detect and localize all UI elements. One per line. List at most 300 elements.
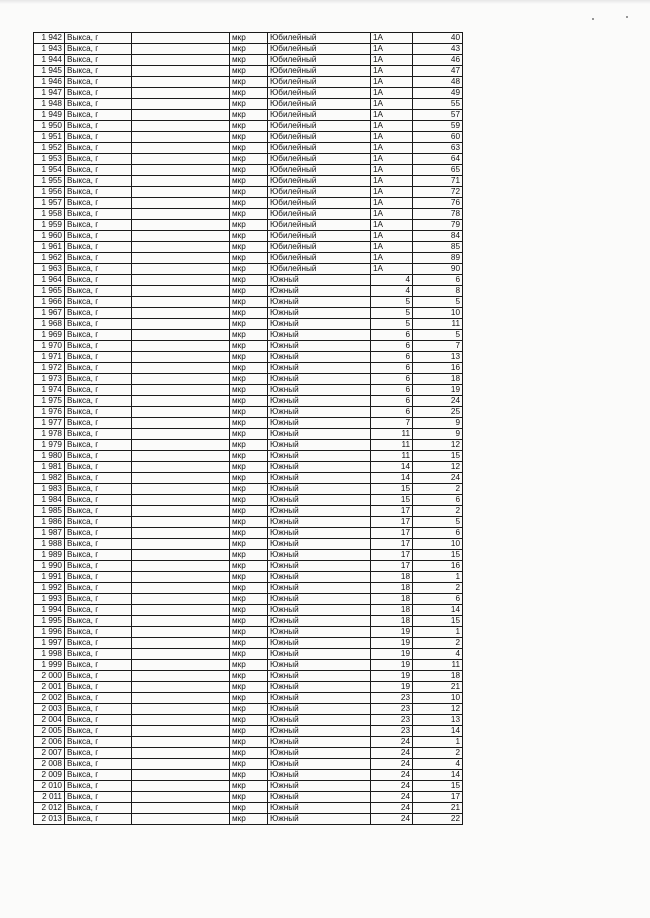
apartment-number-cell: 49 xyxy=(413,88,463,99)
district-name-cell: Южный xyxy=(268,517,371,528)
locality-type-cell: мкр xyxy=(230,649,268,660)
apartment-number-cell: 2 xyxy=(413,638,463,649)
locality-type-cell: мкр xyxy=(230,319,268,330)
locality-type-cell: мкр xyxy=(230,330,268,341)
empty-cell xyxy=(132,165,230,176)
locality-type-cell: мкр xyxy=(230,374,268,385)
row-number-cell: 1 986 xyxy=(34,517,65,528)
empty-cell xyxy=(132,748,230,759)
apartment-number-cell: 16 xyxy=(413,561,463,572)
house-number-cell: 1А xyxy=(371,198,413,209)
house-number-cell: 1А xyxy=(371,231,413,242)
locality-type-cell: мкр xyxy=(230,792,268,803)
apartment-number-cell: 24 xyxy=(413,396,463,407)
apartment-number-cell: 2 xyxy=(413,484,463,495)
district-name-cell: Юбилейный xyxy=(268,154,371,165)
table-row xyxy=(34,396,463,407)
district-name-cell: Юбилейный xyxy=(268,55,371,66)
house-number-cell: 6 xyxy=(371,341,413,352)
house-number-cell: 17 xyxy=(371,550,413,561)
row-number-cell: 1 959 xyxy=(34,220,65,231)
city-cell: Выкса, г xyxy=(65,660,132,671)
house-number-cell: 24 xyxy=(371,781,413,792)
apartment-number-cell: 12 xyxy=(413,704,463,715)
district-name-cell: Юбилейный xyxy=(268,176,371,187)
city-cell: Выкса, г xyxy=(65,638,132,649)
apartment-number-cell: 43 xyxy=(413,44,463,55)
district-name-cell: Южный xyxy=(268,319,371,330)
house-number-cell: 1А xyxy=(371,220,413,231)
row-number-cell: 1 953 xyxy=(34,154,65,165)
row-number-cell: 1 976 xyxy=(34,407,65,418)
district-name-cell: Южный xyxy=(268,341,371,352)
apartment-number-cell: 2 xyxy=(413,506,463,517)
locality-type-cell: мкр xyxy=(230,198,268,209)
locality-type-cell: мкр xyxy=(230,616,268,627)
empty-cell xyxy=(132,792,230,803)
row-number-cell: 1 957 xyxy=(34,198,65,209)
apartment-number-cell: 10 xyxy=(413,693,463,704)
empty-cell xyxy=(132,561,230,572)
apartment-number-cell: 89 xyxy=(413,253,463,264)
district-name-cell: Южный xyxy=(268,495,371,506)
empty-cell xyxy=(132,759,230,770)
district-name-cell: Южный xyxy=(268,616,371,627)
city-cell: Выкса, г xyxy=(65,363,132,374)
house-number-cell: 15 xyxy=(371,484,413,495)
table-row xyxy=(34,121,463,132)
apartment-number-cell: 11 xyxy=(413,660,463,671)
empty-cell xyxy=(132,66,230,77)
apartment-number-cell: 6 xyxy=(413,594,463,605)
table-row xyxy=(34,539,463,550)
city-cell: Выкса, г xyxy=(65,385,132,396)
district-name-cell: Южный xyxy=(268,396,371,407)
empty-cell xyxy=(132,385,230,396)
city-cell: Выкса, г xyxy=(65,264,132,275)
house-number-cell: 18 xyxy=(371,605,413,616)
locality-type-cell: мкр xyxy=(230,297,268,308)
empty-cell xyxy=(132,341,230,352)
house-number-cell: 23 xyxy=(371,693,413,704)
city-cell: Выкса, г xyxy=(65,451,132,462)
district-name-cell: Южный xyxy=(268,539,371,550)
house-number-cell: 1А xyxy=(371,132,413,143)
district-name-cell: Южный xyxy=(268,572,371,583)
district-name-cell: Южный xyxy=(268,473,371,484)
locality-type-cell: мкр xyxy=(230,671,268,682)
house-number-cell: 6 xyxy=(371,385,413,396)
house-number-cell: 1А xyxy=(371,121,413,132)
empty-cell xyxy=(132,704,230,715)
row-number-cell: 2 003 xyxy=(34,704,65,715)
house-number-cell: 24 xyxy=(371,803,413,814)
row-number-cell: 1 973 xyxy=(34,374,65,385)
house-number-cell: 18 xyxy=(371,594,413,605)
table-row xyxy=(34,451,463,462)
empty-cell xyxy=(132,484,230,495)
locality-type-cell: мкр xyxy=(230,220,268,231)
row-number-cell: 1 955 xyxy=(34,176,65,187)
house-number-cell: 19 xyxy=(371,649,413,660)
district-name-cell: Южный xyxy=(268,660,371,671)
district-name-cell: Южный xyxy=(268,605,371,616)
house-number-cell: 1А xyxy=(371,242,413,253)
apartment-number-cell: 76 xyxy=(413,198,463,209)
row-number-cell: 2 004 xyxy=(34,715,65,726)
house-number-cell: 1А xyxy=(371,44,413,55)
district-name-cell: Южный xyxy=(268,275,371,286)
apartment-number-cell: 2 xyxy=(413,748,463,759)
apartment-number-cell: 9 xyxy=(413,429,463,440)
house-number-cell: 1А xyxy=(371,209,413,220)
district-name-cell: Юбилейный xyxy=(268,110,371,121)
empty-cell xyxy=(132,143,230,154)
empty-cell xyxy=(132,264,230,275)
district-name-cell: Юбилейный xyxy=(268,209,371,220)
apartment-number-cell: 84 xyxy=(413,231,463,242)
house-number-cell: 1А xyxy=(371,33,413,44)
empty-cell xyxy=(132,627,230,638)
table-row xyxy=(34,792,463,803)
locality-type-cell: мкр xyxy=(230,242,268,253)
table-row xyxy=(34,803,463,814)
table-row xyxy=(34,242,463,253)
city-cell: Выкса, г xyxy=(65,231,132,242)
apartment-number-cell: 72 xyxy=(413,187,463,198)
locality-type-cell: мкр xyxy=(230,407,268,418)
locality-type-cell: мкр xyxy=(230,88,268,99)
row-number-cell: 1 943 xyxy=(34,44,65,55)
table-row xyxy=(34,33,463,44)
table-row xyxy=(34,363,463,374)
apartment-number-cell: 7 xyxy=(413,341,463,352)
table-row xyxy=(34,187,463,198)
city-cell: Выкса, г xyxy=(65,396,132,407)
city-cell: Выкса, г xyxy=(65,143,132,154)
empty-cell xyxy=(132,594,230,605)
row-number-cell: 1 960 xyxy=(34,231,65,242)
table-row xyxy=(34,66,463,77)
locality-type-cell: мкр xyxy=(230,594,268,605)
district-name-cell: Юбилейный xyxy=(268,88,371,99)
empty-cell xyxy=(132,88,230,99)
locality-type-cell: мкр xyxy=(230,165,268,176)
apartment-number-cell: 57 xyxy=(413,110,463,121)
empty-cell xyxy=(132,396,230,407)
empty-cell xyxy=(132,418,230,429)
city-cell: Выкса, г xyxy=(65,198,132,209)
city-cell: Выкса, г xyxy=(65,66,132,77)
house-number-cell: 18 xyxy=(371,583,413,594)
house-number-cell: 23 xyxy=(371,704,413,715)
scan-speck xyxy=(626,16,628,18)
city-cell: Выкса, г xyxy=(65,418,132,429)
city-cell: Выкса, г xyxy=(65,429,132,440)
row-number-cell: 1 974 xyxy=(34,385,65,396)
locality-type-cell: мкр xyxy=(230,396,268,407)
apartment-number-cell: 71 xyxy=(413,176,463,187)
apartment-number-cell: 15 xyxy=(413,616,463,627)
apartment-number-cell: 59 xyxy=(413,121,463,132)
row-number-cell: 2 013 xyxy=(34,814,65,825)
row-number-cell: 1 956 xyxy=(34,187,65,198)
district-name-cell: Юбилейный xyxy=(268,121,371,132)
table-row xyxy=(34,231,463,242)
apartment-number-cell: 63 xyxy=(413,143,463,154)
locality-type-cell: мкр xyxy=(230,693,268,704)
table-row xyxy=(34,154,463,165)
city-cell: Выкса, г xyxy=(65,275,132,286)
city-cell: Выкса, г xyxy=(65,220,132,231)
empty-cell xyxy=(132,44,230,55)
district-name-cell: Южный xyxy=(268,627,371,638)
table-row xyxy=(34,715,463,726)
district-name-cell: Южный xyxy=(268,330,371,341)
city-cell: Выкса, г xyxy=(65,154,132,165)
district-name-cell: Южный xyxy=(268,297,371,308)
row-number-cell: 1 980 xyxy=(34,451,65,462)
table-row xyxy=(34,506,463,517)
row-number-cell: 2 007 xyxy=(34,748,65,759)
table-row xyxy=(34,319,463,330)
empty-cell xyxy=(132,297,230,308)
apartment-number-cell: 22 xyxy=(413,814,463,825)
city-cell: Выкса, г xyxy=(65,517,132,528)
house-number-cell: 19 xyxy=(371,660,413,671)
table-row xyxy=(34,781,463,792)
apartment-number-cell: 85 xyxy=(413,242,463,253)
district-name-cell: Южный xyxy=(268,374,371,385)
table-row xyxy=(34,473,463,484)
city-cell: Выкса, г xyxy=(65,737,132,748)
table-row xyxy=(34,528,463,539)
district-name-cell: Южный xyxy=(268,649,371,660)
table-row xyxy=(34,737,463,748)
apartment-number-cell: 18 xyxy=(413,374,463,385)
house-number-cell: 11 xyxy=(371,440,413,451)
house-number-cell: 15 xyxy=(371,495,413,506)
apartment-number-cell: 90 xyxy=(413,264,463,275)
house-number-cell: 23 xyxy=(371,715,413,726)
table-row xyxy=(34,44,463,55)
row-number-cell: 1 958 xyxy=(34,209,65,220)
city-cell: Выкса, г xyxy=(65,781,132,792)
table-row xyxy=(34,682,463,693)
table-row xyxy=(34,132,463,143)
district-name-cell: Южный xyxy=(268,814,371,825)
house-number-cell: 6 xyxy=(371,363,413,374)
house-number-cell: 1А xyxy=(371,88,413,99)
district-name-cell: Южный xyxy=(268,770,371,781)
city-cell: Выкса, г xyxy=(65,374,132,385)
city-cell: Выкса, г xyxy=(65,561,132,572)
house-number-cell: 17 xyxy=(371,561,413,572)
district-name-cell: Южный xyxy=(268,682,371,693)
house-number-cell: 5 xyxy=(371,319,413,330)
house-number-cell: 24 xyxy=(371,792,413,803)
city-cell: Выкса, г xyxy=(65,99,132,110)
row-number-cell: 1 951 xyxy=(34,132,65,143)
apartment-number-cell: 47 xyxy=(413,66,463,77)
address-register-table xyxy=(33,32,463,825)
table-row xyxy=(34,748,463,759)
empty-cell xyxy=(132,176,230,187)
row-number-cell: 1 972 xyxy=(34,363,65,374)
locality-type-cell: мкр xyxy=(230,583,268,594)
city-cell: Выкса, г xyxy=(65,803,132,814)
empty-cell xyxy=(132,319,230,330)
house-number-cell: 19 xyxy=(371,682,413,693)
locality-type-cell: мкр xyxy=(230,627,268,638)
locality-type-cell: мкр xyxy=(230,418,268,429)
city-cell: Выкса, г xyxy=(65,682,132,693)
city-cell: Выкса, г xyxy=(65,484,132,495)
table-row xyxy=(34,286,463,297)
house-number-cell: 24 xyxy=(371,814,413,825)
row-number-cell: 1 988 xyxy=(34,539,65,550)
row-number-cell: 1 983 xyxy=(34,484,65,495)
empty-cell xyxy=(132,715,230,726)
empty-cell xyxy=(132,495,230,506)
table-row xyxy=(34,429,463,440)
empty-cell xyxy=(132,242,230,253)
city-cell: Выкса, г xyxy=(65,242,132,253)
table-row xyxy=(34,143,463,154)
locality-type-cell: мкр xyxy=(230,341,268,352)
apartment-number-cell: 1 xyxy=(413,627,463,638)
district-name-cell: Юбилейный xyxy=(268,242,371,253)
table-row xyxy=(34,605,463,616)
empty-cell xyxy=(132,99,230,110)
apartment-number-cell: 46 xyxy=(413,55,463,66)
city-cell: Выкса, г xyxy=(65,814,132,825)
house-number-cell: 24 xyxy=(371,737,413,748)
city-cell: Выкса, г xyxy=(65,88,132,99)
apartment-number-cell: 1 xyxy=(413,572,463,583)
locality-type-cell: мкр xyxy=(230,451,268,462)
house-number-cell: 11 xyxy=(371,451,413,462)
district-name-cell: Южный xyxy=(268,748,371,759)
apartment-number-cell: 1 xyxy=(413,737,463,748)
empty-cell xyxy=(132,429,230,440)
city-cell: Выкса, г xyxy=(65,77,132,88)
house-number-cell: 1А xyxy=(371,154,413,165)
city-cell: Выкса, г xyxy=(65,627,132,638)
locality-type-cell: мкр xyxy=(230,99,268,110)
empty-cell xyxy=(132,209,230,220)
locality-type-cell: мкр xyxy=(230,462,268,473)
city-cell: Выкса, г xyxy=(65,506,132,517)
table-row xyxy=(34,297,463,308)
city-cell: Выкса, г xyxy=(65,770,132,781)
locality-type-cell: мкр xyxy=(230,66,268,77)
empty-cell xyxy=(132,660,230,671)
apartment-number-cell: 10 xyxy=(413,308,463,319)
locality-type-cell: мкр xyxy=(230,737,268,748)
apartment-number-cell: 25 xyxy=(413,407,463,418)
house-number-cell: 6 xyxy=(371,407,413,418)
empty-cell xyxy=(132,539,230,550)
house-number-cell: 4 xyxy=(371,275,413,286)
district-name-cell: Южный xyxy=(268,693,371,704)
district-name-cell: Юбилейный xyxy=(268,264,371,275)
table-row xyxy=(34,649,463,660)
empty-cell xyxy=(132,671,230,682)
locality-type-cell: мкр xyxy=(230,33,268,44)
city-cell: Выкса, г xyxy=(65,352,132,363)
apartment-number-cell: 5 xyxy=(413,297,463,308)
apartment-number-cell: 5 xyxy=(413,517,463,528)
district-name-cell: Южный xyxy=(268,759,371,770)
city-cell: Выкса, г xyxy=(65,671,132,682)
empty-cell xyxy=(132,352,230,363)
city-cell: Выкса, г xyxy=(65,473,132,484)
table-row xyxy=(34,704,463,715)
locality-type-cell: мкр xyxy=(230,352,268,363)
house-number-cell: 4 xyxy=(371,286,413,297)
locality-type-cell: мкр xyxy=(230,517,268,528)
city-cell: Выкса, г xyxy=(65,649,132,660)
apartment-number-cell: 55 xyxy=(413,99,463,110)
empty-cell xyxy=(132,121,230,132)
apartment-number-cell: 64 xyxy=(413,154,463,165)
table-row xyxy=(34,671,463,682)
empty-cell xyxy=(132,253,230,264)
empty-cell xyxy=(132,33,230,44)
empty-cell xyxy=(132,330,230,341)
empty-cell xyxy=(132,286,230,297)
apartment-number-cell: 6 xyxy=(413,275,463,286)
house-number-cell: 6 xyxy=(371,396,413,407)
locality-type-cell: мкр xyxy=(230,308,268,319)
row-number-cell: 2 005 xyxy=(34,726,65,737)
table-row xyxy=(34,407,463,418)
row-number-cell: 2 011 xyxy=(34,792,65,803)
apartment-number-cell: 5 xyxy=(413,330,463,341)
row-number-cell: 1 965 xyxy=(34,286,65,297)
empty-cell xyxy=(132,132,230,143)
city-cell: Выкса, г xyxy=(65,583,132,594)
locality-type-cell: мкр xyxy=(230,748,268,759)
locality-type-cell: мкр xyxy=(230,682,268,693)
district-name-cell: Южный xyxy=(268,726,371,737)
city-cell: Выкса, г xyxy=(65,121,132,132)
row-number-cell: 1 950 xyxy=(34,121,65,132)
table-row xyxy=(34,418,463,429)
table-row xyxy=(34,275,463,286)
district-name-cell: Юбилейный xyxy=(268,44,371,55)
locality-type-cell: мкр xyxy=(230,385,268,396)
empty-cell xyxy=(132,308,230,319)
locality-type-cell: мкр xyxy=(230,726,268,737)
locality-type-cell: мкр xyxy=(230,484,268,495)
table-row xyxy=(34,352,463,363)
district-name-cell: Южный xyxy=(268,418,371,429)
house-number-cell: 1А xyxy=(371,110,413,121)
city-cell: Выкса, г xyxy=(65,792,132,803)
locality-type-cell: мкр xyxy=(230,132,268,143)
house-number-cell: 1А xyxy=(371,99,413,110)
apartment-number-cell: 24 xyxy=(413,473,463,484)
empty-cell xyxy=(132,220,230,231)
empty-cell xyxy=(132,363,230,374)
city-cell: Выкса, г xyxy=(65,440,132,451)
house-number-cell: 6 xyxy=(371,330,413,341)
city-cell: Выкса, г xyxy=(65,33,132,44)
city-cell: Выкса, г xyxy=(65,715,132,726)
empty-cell xyxy=(132,638,230,649)
